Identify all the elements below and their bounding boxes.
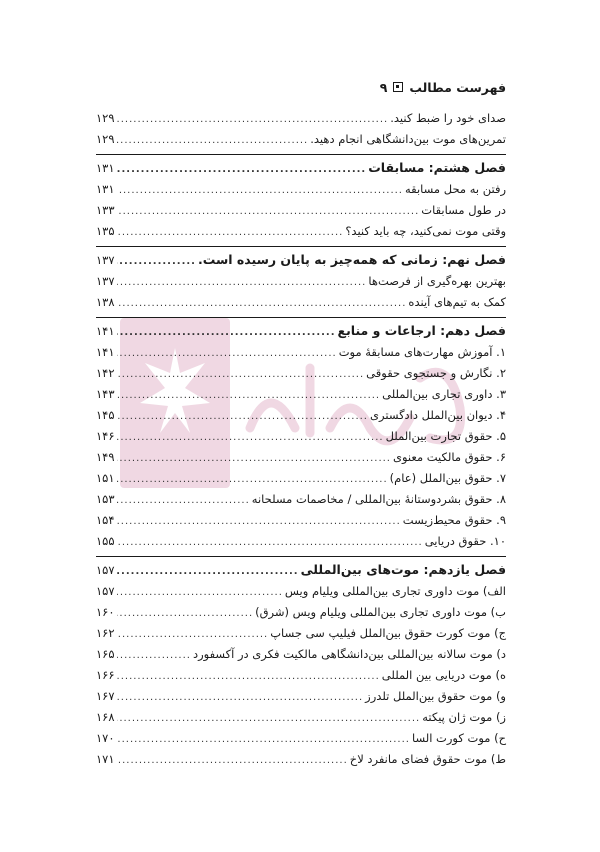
- toc-page-number: ۱۶۰: [96, 605, 115, 619]
- dot-leader: [117, 222, 344, 243]
- toc-entry: [96, 707, 506, 728]
- toc-entry: [96, 602, 506, 623]
- dot-leader: [117, 469, 388, 490]
- toc-page-number: ۱۶۲: [96, 626, 115, 640]
- dot-leader: [117, 364, 365, 385]
- dot-leader: [117, 687, 364, 708]
- toc-page-number: ۱۴۱: [96, 345, 115, 359]
- header-page-number: ۹: [379, 79, 388, 95]
- table-of-contents: [96, 108, 506, 770]
- toc-page-number: ۱۳۱: [96, 161, 115, 175]
- toc-entry-title: ۹. حقوق محیط‌زیست: [402, 513, 506, 527]
- toc-page-number: ۱۳۷: [96, 253, 115, 267]
- toc-entry-title: ۳. داوری تجاری بین‌المللی: [382, 387, 506, 401]
- toc-page-number: ۱۴۱: [96, 324, 115, 338]
- toc-entry-title: ح) موت کورت السا: [411, 731, 506, 745]
- toc-entry: [96, 665, 506, 686]
- dot-leader: [117, 180, 403, 201]
- dot-leader: [117, 159, 367, 181]
- dot-leader: [117, 293, 407, 314]
- dot-leader: [117, 708, 421, 729]
- toc-entry-title: ۲. نگارش و جستجوی حقوقی: [366, 366, 506, 380]
- toc-entry-title: ۸. حقوق بشردوستانهٔ بین‌المللی / مخاصمات مسلحانه: [251, 492, 506, 506]
- toc-entry: [96, 405, 506, 426]
- toc-page-number: ۱۵۴: [96, 513, 115, 527]
- dot-leader: [117, 582, 283, 603]
- toc-page-number: ۱۶۵: [96, 647, 115, 661]
- toc-entry-title: فصل دهم: ارجاعات و منابع: [337, 323, 506, 338]
- chapter-heading: [96, 154, 506, 179]
- toc-entry-title: فصل هشتم: مسابقات: [368, 160, 506, 175]
- toc-entry: [96, 531, 506, 552]
- toc-entry-title: صدای خود را ضبط کنید.: [390, 111, 506, 125]
- toc-entry: [96, 728, 506, 749]
- toc-entry-title: ه) موت دریایی بین المللی: [381, 668, 506, 682]
- dot-leader: [117, 729, 410, 750]
- toc-entry: [96, 384, 506, 405]
- toc-entry: [96, 749, 506, 770]
- chapter-heading: [96, 246, 506, 271]
- toc-page-number: ۱۵۱: [96, 471, 115, 485]
- toc-page-number: ۱۲۹: [96, 132, 115, 146]
- toc-page-number: ۱۶۶: [96, 668, 115, 682]
- dot-leader: [117, 750, 348, 771]
- dot-leader: [117, 251, 196, 273]
- running-header: [96, 76, 506, 98]
- toc-entry: [96, 342, 506, 363]
- toc-page-number: ۱۳۱: [96, 182, 115, 196]
- toc-page-number: ۱۷۱: [96, 752, 115, 766]
- toc-entry: [96, 510, 506, 531]
- toc-entry-title: در طول مسابقات: [421, 203, 506, 217]
- toc-entry: [96, 489, 506, 510]
- toc-page-number: ۱۳۳: [96, 203, 115, 217]
- toc-entry: [96, 292, 506, 313]
- dot-leader: [117, 603, 254, 624]
- dot-leader: [117, 490, 250, 511]
- toc-page-number: ۱۷۰: [96, 731, 115, 745]
- toc-page-number: ۱۵۷: [96, 563, 115, 577]
- dot-leader: [117, 666, 380, 687]
- dot-leader: [117, 343, 337, 364]
- toc-entry-title: رفتن به محل مسابقه: [404, 182, 506, 196]
- toc-page-number: ۱۴۹: [96, 450, 115, 464]
- toc-entry-title: فصل یازدهم: موت‌های بین‌المللی: [300, 562, 506, 577]
- toc-entry-title: ۱۰. حقوق دریایی: [424, 534, 506, 548]
- toc-entry: [96, 447, 506, 468]
- toc-entry-title: فصل نهم: زمانی که همه‌چیز به پایان رسیده است.: [197, 252, 506, 267]
- book-icon: [393, 82, 403, 92]
- dot-leader: [117, 427, 384, 448]
- toc-entry: [96, 200, 506, 221]
- toc-entry-title: و) موت حقوق بین‌الملل تلدرز: [365, 689, 506, 703]
- dot-leader: [117, 624, 269, 645]
- toc-entry-title: د) موت سالانه بین‌المللی بین‌دانشگاهی مالکیت فکری در آکسفورد: [192, 647, 506, 661]
- dot-leader: [117, 645, 191, 666]
- toc-page-number: ۱۶۸: [96, 710, 115, 724]
- toc-page-number: ۱۴۳: [96, 387, 115, 401]
- toc-entry: [96, 623, 506, 644]
- toc-entry: [96, 686, 506, 707]
- toc-entry-title: وقتی موت نمی‌کنید، چه باید کنید؟: [345, 224, 506, 238]
- toc-entry-title: کمک به تیم‌های آینده: [408, 295, 506, 309]
- toc-page-number: ۱۴۲: [96, 366, 115, 380]
- dot-leader: [117, 385, 381, 406]
- toc-entry: [96, 221, 506, 242]
- toc-entry-title: ۴. دیوان بین‌الملل دادگستری: [370, 408, 506, 422]
- toc-entry: [96, 271, 506, 292]
- toc-entry: [96, 363, 506, 384]
- dot-leader: [117, 322, 336, 344]
- toc-page-number: ۱۶۷: [96, 689, 115, 703]
- header-title: فهرست مطالب: [409, 79, 506, 95]
- dot-leader: [117, 406, 368, 427]
- toc-entry-title: ۵. حقوق تجارت بین‌الملل: [385, 429, 506, 443]
- toc-entry-title: تمرین‌های موت بین‌دانشگاهی انجام دهید.: [310, 132, 506, 146]
- toc-page-number: ۱۴۵: [96, 408, 115, 422]
- toc-page-number: ۱۳۵: [96, 224, 115, 238]
- toc-page-number: ۱۵۳: [96, 492, 115, 506]
- toc-entry-title: الف) موت داوری تجاری بین‌المللی ویلیام ویس: [284, 584, 506, 598]
- toc-entry-title: بهترین بهره‌گیری از فرصت‌ها: [368, 274, 506, 288]
- toc-entry: [96, 108, 506, 129]
- dot-leader: [117, 561, 299, 583]
- toc-entry-title: ط) موت حقوق فضای مانفرد لاخ: [349, 752, 506, 766]
- toc-entry-title: ب) موت داوری تجاری بین‌المللی ویلیام ویس (شرق): [255, 605, 506, 619]
- toc-page-number: ۱۳۷: [96, 274, 115, 288]
- toc-page-number: ۱۵۵: [96, 534, 115, 548]
- toc-entry: [96, 468, 506, 489]
- toc-entry-title: ج) موت کورت حقوق بین‌الملل فیلیپ سی جساپ: [270, 626, 506, 640]
- toc-entry-title: ۷. حقوق بین‌الملل (عام): [389, 471, 506, 485]
- toc-entry: [96, 129, 506, 150]
- dot-leader: [117, 272, 367, 293]
- toc-entry-title: ز) موت ژان پیکته: [422, 710, 506, 724]
- dot-leader: [117, 511, 401, 532]
- toc-entry: [96, 644, 506, 665]
- toc-entry: [96, 179, 506, 200]
- toc-page-number: ۱۲۹: [96, 111, 115, 125]
- dot-leader: [117, 532, 423, 553]
- toc-page-number: ۱۳۸: [96, 295, 115, 309]
- dot-leader: [117, 130, 309, 151]
- dot-leader: [117, 448, 391, 469]
- toc-entry: [96, 581, 506, 602]
- toc-entry: [96, 426, 506, 447]
- dot-leader: [117, 201, 420, 222]
- toc-entry-title: ۱. آموزش مهارت‌های مسابقهٔ موت: [338, 345, 506, 359]
- toc-page-number: ۱۵۷: [96, 584, 115, 598]
- toc-page-number: ۱۴۶: [96, 429, 115, 443]
- chapter-heading: [96, 317, 506, 342]
- dot-leader: [117, 109, 389, 130]
- toc-entry-title: ۶. حقوق مالکیت معنوی: [392, 450, 506, 464]
- chapter-heading: [96, 556, 506, 581]
